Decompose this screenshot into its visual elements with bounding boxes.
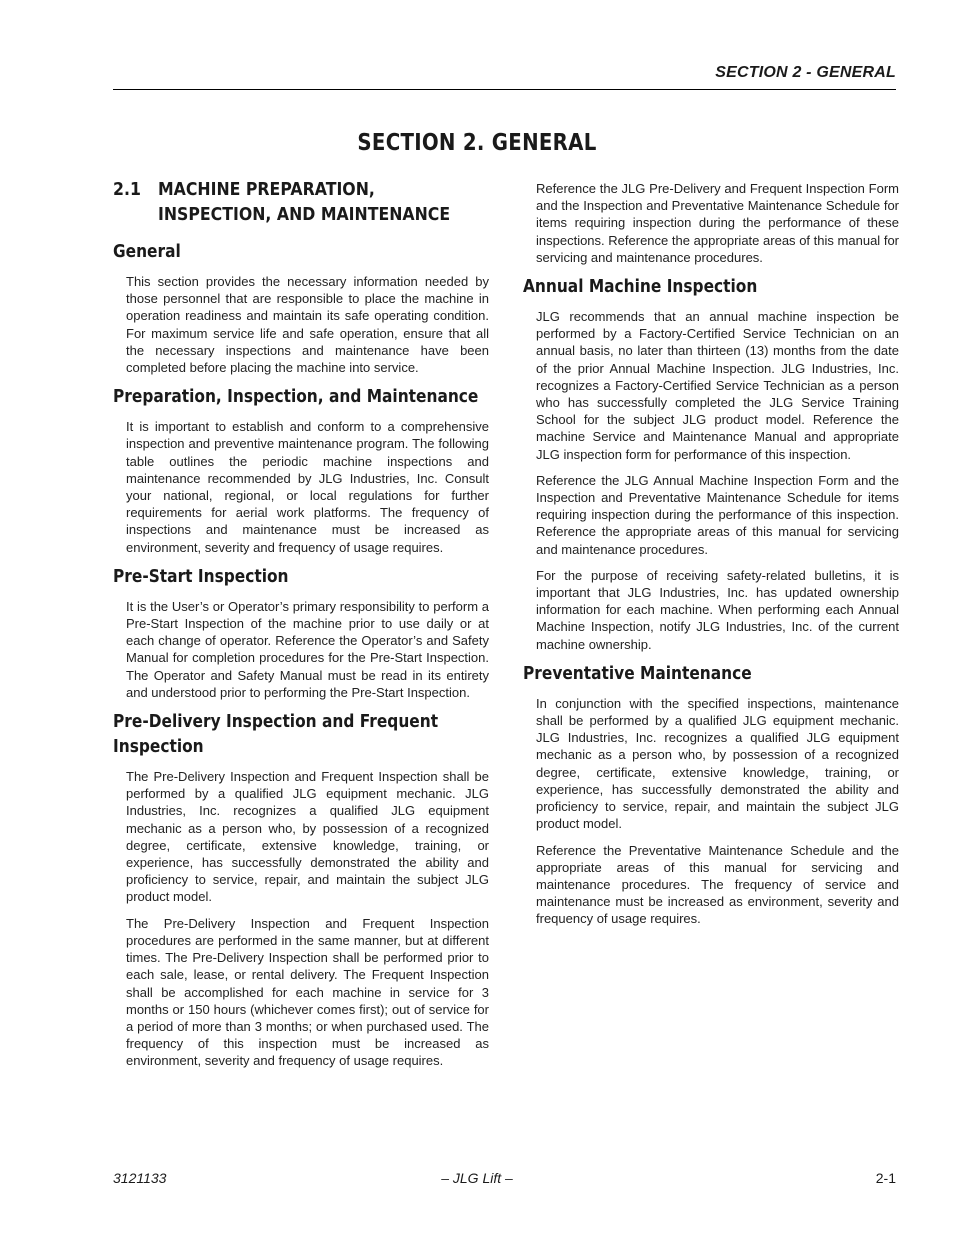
annual-paragraph-3: For the purpose of receiving safety-related bulletins, it is important that JLG Industries, Inc. has updated ownership information for each machine. When performing each Annual Machine Inspection, notify JLG Industries, Inc. of the current machine ownership. [536, 567, 899, 652]
prestart-heading: Pre-Start Inspection [113, 566, 289, 587]
annual-paragraph-1: JLG recommends that an annual machine inspection be performed by a Factory-Certified Service Technician on an annual basis, no later than thirteen (13) months from the date of the prior Annual Machine Inspection. JLG Industries, Inc. recognizes a Factory-Certified Service Technician as a person who has successfully completed the JLG Service Training School for the subject JLG product model. Reference the machine Service and Maintenance Manual and appropriate JLG inspection form for performance of this inspection. [536, 309, 899, 462]
section-2-1-heading [113, 178, 491, 228]
footer-center-text: – JLG Lift – [441, 1170, 513, 1186]
section-title: MACHINE PREPARATION, INSPECTION, AND MAINTENANCE [158, 180, 451, 225]
page-title: SECTION 2. GENERAL [357, 130, 597, 156]
left-column [113, 178, 489, 1079]
general-paragraph: This section provides the necessary information needed by those personnel that are responsible to place the machine in operation readiness and maintain its safe operating condition. For maximum service life and safe operation, ensure that all the necessary inspections and maintenance have been completed before placing the machine into service. [126, 274, 489, 376]
prestart-paragraph: It is the User’s or Operator’s primary responsibility to perform a Pre-Start Inspection of the machine prior to use daily or at each change of operator. Reference the Operator’s and Safety Manual for completion procedures for the Pre-Start Inspection. The Operator and Safety Manual must be read in its entirety and understood prior to performing the Pre-Start Inspection. [126, 598, 489, 700]
right-column [523, 180, 899, 937]
prep-heading: Preparation, Inspection, and Maintenance [113, 387, 479, 408]
predelivery-heading: Pre-Delivery Inspection and Frequent Inspection [113, 712, 439, 758]
preventative-section [523, 662, 899, 928]
annual-heading: Annual Machine Inspection [523, 277, 758, 298]
general-heading: General [113, 242, 181, 262]
preventative-paragraph-1: In conjunction with the specified inspections, maintenance shall be performed by a qualified JLG equipment mechanic. JLG Industries, Inc. recognizes a qualified JLG equipment mechanic as a person who, by possession of a recognized degree, certificate, extensive knowledge, training, or experience, has successfully demonstrated the ability and proficiency to service, repair, and maintain the subject JLG product model. [536, 695, 899, 832]
annual-paragraph-2: Reference the JLG Annual Machine Inspection Form and the Inspection and Preventative Maintenance Schedule for items requiring inspection during the performance of this inspection. Reference the appropriate areas of this manual for servicing and maintenance procedures. [536, 472, 899, 557]
footer-page-number: 2-1 [875, 1170, 896, 1186]
preventative-heading: Preventative Maintenance [523, 663, 752, 684]
predelivery-paragraph-1: The Pre-Delivery Inspection and Frequent Inspection shall be performed by a qualified JLG equipment mechanic. JLG Industries, Inc. recognizes a qualified JLG equipment mechanic as a person who, by possession of a recognized degree, certificate, extensive knowledge, training, or experience, has successfully demonstrated the ability and proficiency to service, repair, and maintain the subject JLG product model. [126, 769, 489, 905]
prep-paragraph: It is important to establish and conform to a comprehensive inspection and preventive maintenance program. The following table outlines the periodic machine inspections and maintenance recommended by JLG Industries, Inc. Consult your national, regional, or local regulations for further requirements for aerial work platforms. The frequency of inspections and maintenance must be increased as environment, severity and frequency of usage requires. [126, 419, 489, 555]
annual-section [523, 275, 899, 653]
predelivery-section [113, 710, 489, 1069]
running-header: SECTION 2 - GENERAL [715, 64, 896, 81]
right-intro-paragraph: Reference the JLG Pre-Delivery and Frequent Inspection Form and the Inspection and Preventative Maintenance Schedule for items requiring inspection during the performance of these inspections. Reference the appropriate areas of this manual for servicing and maintenance procedures. [536, 181, 899, 265]
footer-doc-number: 3121133 [113, 1170, 167, 1186]
predelivery-paragraph-2: The Pre-Delivery Inspection and Frequent Inspection procedures are performed in the same manner, but at different times. The Pre-Delivery Inspection shall be performed prior to each sale, lease, or rental delivery. The Frequent Inspection shall be accomplished for each machine in service for 3 months or 150 hours (whichever comes first); out of service for a period of more than 3 months; or when purchased used. The frequency of this inspection must be increased as environment, severity and frequency of usage requires. [126, 915, 489, 1069]
prep-section [113, 385, 489, 556]
header-divider [113, 89, 896, 90]
prestart-section [113, 565, 489, 701]
preventative-paragraph-2: Reference the Preventative Maintenance Schedule and the appropriate areas of this manual for servicing and maintenance procedures. The frequency of service and maintenance must be increased as environment, severity and frequency of usage requires. [536, 842, 899, 927]
general-section [113, 240, 489, 376]
section-number: 2.1 [113, 180, 141, 200]
